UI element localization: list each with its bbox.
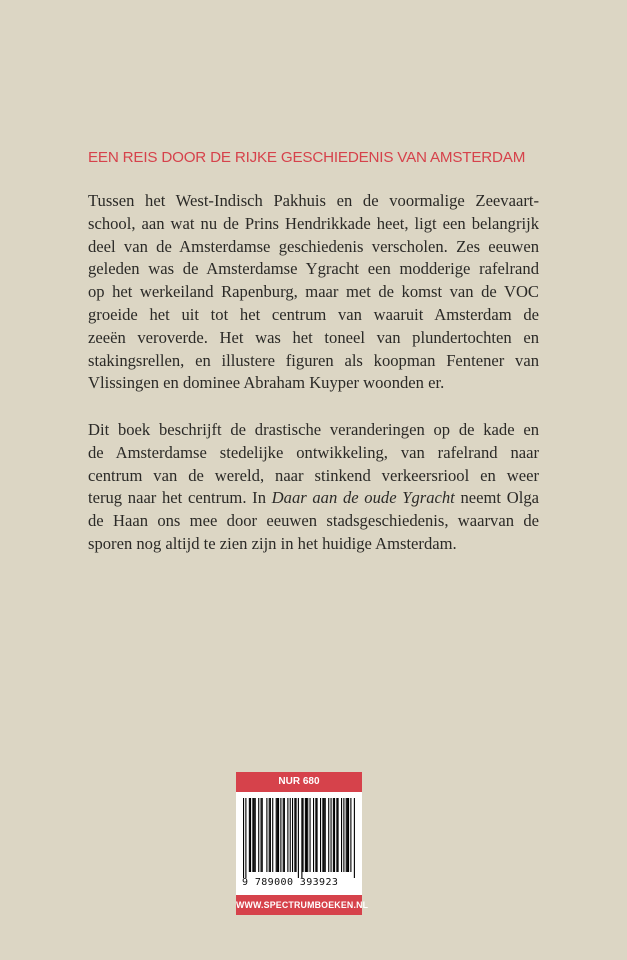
paragraph-line: groeide het uit tot het centrum van waaruit Amsterdam de: [88, 304, 539, 324]
publisher-website: WWW.SPECTRUMBOEKEN.NL: [236, 895, 362, 915]
barcode-bar: [252, 798, 253, 872]
barcode-bar: [266, 798, 267, 872]
line-text: terug naar het centrum. In: [88, 488, 272, 508]
barcode-bar: [254, 798, 255, 872]
paragraph-line: Vlissingen en dominee Abraham Kuyper woonden er.: [88, 373, 445, 393]
barcode-bar: [296, 798, 297, 872]
barcode-icon: [243, 798, 355, 878]
paragraph-line: zeeën veroverde. Het was het toneel van plundertochten en: [88, 327, 539, 347]
barcode-bar: [320, 798, 321, 872]
cover-heading: EEN REIS DOOR DE RIJKE GESCHIEDENIS VAN AMSTERDAM: [88, 149, 526, 166]
barcode-bar: [313, 798, 314, 872]
barcode-bar: [258, 798, 259, 872]
barcode-bar: [290, 798, 291, 872]
paragraph-line: Tussen het West-Indisch Pakhuis en de voormalige Zeevaart-: [88, 191, 539, 210]
barcode-bar: [269, 798, 270, 872]
barcode-bar: [255, 798, 256, 872]
barcode-bar: [322, 798, 323, 872]
barcode-bar: [278, 798, 279, 872]
intro-paragraph: [88, 190, 539, 395]
barcode-bar: [317, 798, 318, 872]
barcode-bar: [305, 798, 306, 872]
barcode-bar: [306, 798, 307, 872]
barcode-bar: [249, 798, 250, 872]
paragraph-line: op het werkeiland Rapenburg, maar met de komst van de VOC: [88, 282, 539, 302]
barcode-bar: [276, 798, 277, 872]
paragraph-line: de Amsterdamse stedelijke ontwikkeling, van rafelrand naar: [88, 442, 539, 462]
paragraph-line: deel van de Amsterdamse geschiedenis verscholen. Zes eeuwen: [88, 236, 539, 256]
barcode-bar: [303, 798, 304, 872]
barcode-bar: [334, 798, 335, 872]
line-text: neemt Olga: [454, 488, 539, 508]
barcode-bar: [343, 798, 344, 872]
barcode-bar: [348, 798, 349, 872]
barcode-bar: [341, 798, 342, 872]
summary-paragraph: [88, 419, 539, 556]
book-title: Daar aan de oude Ygracht: [271, 488, 455, 508]
barcode-bar: [325, 798, 326, 872]
barcode-bar: [354, 798, 355, 878]
barcode-bar: [261, 798, 262, 872]
barcode-bar: [243, 798, 244, 878]
paragraph-line: [88, 487, 539, 510]
isbn-number: 9 789000 393923: [242, 877, 339, 888]
barcode-bar: [350, 798, 351, 872]
barcode-bar: [315, 798, 316, 872]
barcode-bar: [262, 798, 263, 872]
barcode-label: [236, 772, 369, 915]
barcode-bar: [333, 798, 334, 872]
barcode-bar: [310, 798, 311, 872]
paragraph-line: centrum van de wereld, naar stinkend verkeersriool en weer: [88, 465, 539, 485]
paragraph-line: stakingsrellen, en illustere figuren als koopman Fentener van: [88, 350, 539, 370]
barcode-bar: [284, 798, 285, 872]
barcode-bar: [346, 798, 347, 872]
barcode-bar: [324, 798, 325, 872]
barcode-bar: [338, 798, 339, 872]
paragraph-line: school, aan wat nu de Prins Hendrikkade heet, ligt een belangrijk: [88, 213, 539, 233]
barcode-bar: [272, 798, 273, 872]
paragraph-line: sporen nog altijd te zien zijn in het huidige Amsterdam.: [88, 533, 457, 553]
barcode-bar: [294, 798, 295, 872]
barcode-bar: [280, 798, 281, 872]
paragraph-line: geleden was de Amsterdamse Ygracht een modderige rafelrand: [88, 259, 539, 279]
barcode-bar: [277, 798, 278, 872]
barcode-bar: [328, 798, 329, 872]
paragraph-line: de Haan ons mee door eeuwen stadsgeschiedenis, waarvan de: [88, 511, 539, 531]
barcode-bar: [307, 798, 308, 872]
paragraph-line: Dit boek beschrijft de drastische veranderingen op de kade en: [88, 420, 539, 439]
barcode-bar: [270, 798, 271, 872]
barcode-bar: [331, 798, 332, 872]
barcode-bar: [287, 798, 288, 872]
barcode-bar: [283, 798, 284, 872]
barcode-bar: [292, 798, 293, 872]
barcode-bar: [301, 798, 302, 878]
barcode-bar: [245, 798, 246, 878]
barcode-bar: [336, 798, 337, 872]
barcode-bar: [298, 798, 299, 878]
nur-code: NUR 680: [236, 772, 362, 792]
barcode-bar: [250, 798, 251, 872]
barcode-bar: [347, 798, 348, 872]
